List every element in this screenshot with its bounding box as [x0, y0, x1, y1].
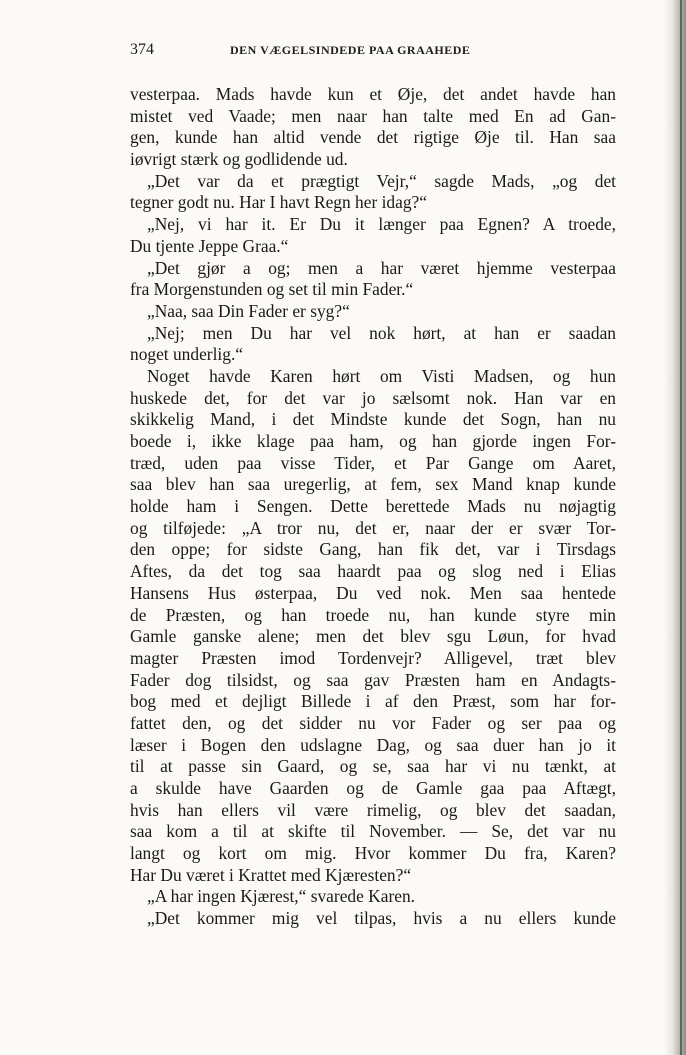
text-line: læser i Bogen den udslagne Dag, og saa duer han jo it: [130, 734, 616, 755]
text-line: saa blev han saa uregerlig, at fem, sex Mand knap kunde: [130, 474, 616, 495]
text-line: langt og kort om mig. Hvor kommer Du fra, Karen?: [130, 843, 616, 864]
text-line: gen, kunde han altid vende det rigtige Øje til. Han saa: [130, 127, 616, 148]
text-line: „Det kommer mig vel tilpas, hvis a nu ellers kunde: [147, 908, 616, 929]
text-line: Aftes, da det tog saa haardt paa og slog ned i Elias: [130, 561, 616, 582]
text-line: vesterpaa. Mads havde kun et Øje, det andet havde han: [130, 84, 616, 104]
text-line: „Det gjør a og; men a har været hjemme vesterpaa: [147, 257, 616, 278]
page-edge: [664, 0, 686, 1055]
text-line: skikkelig Mand, i det Mindste kunde det Sogn, han nu: [130, 409, 616, 430]
text-line: boede i, ikke klage paa ham, og han gjorde ingen For-: [130, 431, 616, 451]
text-line: „Nej, vi har it. Er Du it længer paa Egnen? A troede,: [147, 214, 616, 235]
text-line: magter Præsten imod Tordenvejr? Alligevel, træt blev: [130, 647, 616, 668]
text-line: Du tjente Jeppe Graa.“: [130, 235, 289, 256]
text-line: Hansens Hus østerpaa, Du ved nok. Men saa hentede: [130, 582, 616, 603]
page-edge-line: [680, 0, 682, 1055]
text-line: „Naa, saa Din Fader er syg?“: [147, 300, 350, 321]
text-line: huskede det, for det var jo sælsomt nok. Han var en: [130, 387, 616, 408]
text-line: a skulde have Gaarden og de Gamle gaa paa Aftægt,: [130, 778, 616, 798]
text-line: og tilføjede: „A tror nu, det er, naar der er svær Tor-: [130, 517, 616, 538]
text-line: iøvrigt stærk og godlidende ud.: [130, 149, 348, 170]
text-line: hvis han ellers vil være rimelig, og blev det saadan,: [130, 799, 616, 820]
text-line: Har Du været i Krattet med Kjæresten?“: [130, 864, 412, 885]
text-line: holde ham i Sengen. Dette berettede Mads nu nøjagtig: [130, 496, 616, 517]
text-line: „A har ingen Kjærest,“ svarede Karen.: [147, 886, 416, 907]
text-line: den oppe; for sidste Gang, han fik det, var i Tirsdags: [130, 539, 616, 560]
text-line: de Præsten, og han troede nu, han kunde styre min: [130, 604, 616, 625]
body-text: [130, 84, 616, 930]
text-line: fra Morgenstunden og set til min Fader.“: [130, 279, 414, 300]
text-line: Fader dog tilsidst, og saa gav Præsten ham en Andagts-: [130, 669, 616, 690]
text-line: bog med et dejligt Billede i af den Præst, som har for-: [130, 691, 616, 712]
text-line: „Nej; men Du har vel nok hørt, at han er saadan: [147, 322, 616, 343]
running-title: DEN VÆGELSINDEDE PAA GRAAHEDE: [230, 43, 471, 57]
text-line: til at passe sin Gaard, og se, saa har vi nu tænkt, at: [130, 756, 616, 777]
page-header: [130, 41, 616, 61]
text-line: „Det var da et prægtigt Vejr,“ sagde Mads, „og det: [147, 170, 616, 191]
text-line: saa kom a til at skifte til November. — Se, det var nu: [130, 821, 616, 842]
text-line: mistet ved Vaade; men naar han talte med En ad Gan-: [130, 105, 616, 126]
text-line: træd, uden paa visse Tider, et Par Gange om Aaret,: [130, 452, 616, 473]
text-line: Gamle ganske alene; men det blev sgu Løun, for hvad: [130, 626, 616, 647]
page-number: 374: [130, 41, 154, 58]
text-line: Noget havde Karen hørt om Visti Madsen, og hun: [147, 365, 616, 386]
text-line: noget underlig.“: [130, 344, 244, 365]
text-line: tegner godt nu. Har I havt Regn her idag?“: [130, 192, 427, 213]
text-line: fattet den, og det sidder nu vor Fader og ser paa og: [130, 712, 616, 733]
